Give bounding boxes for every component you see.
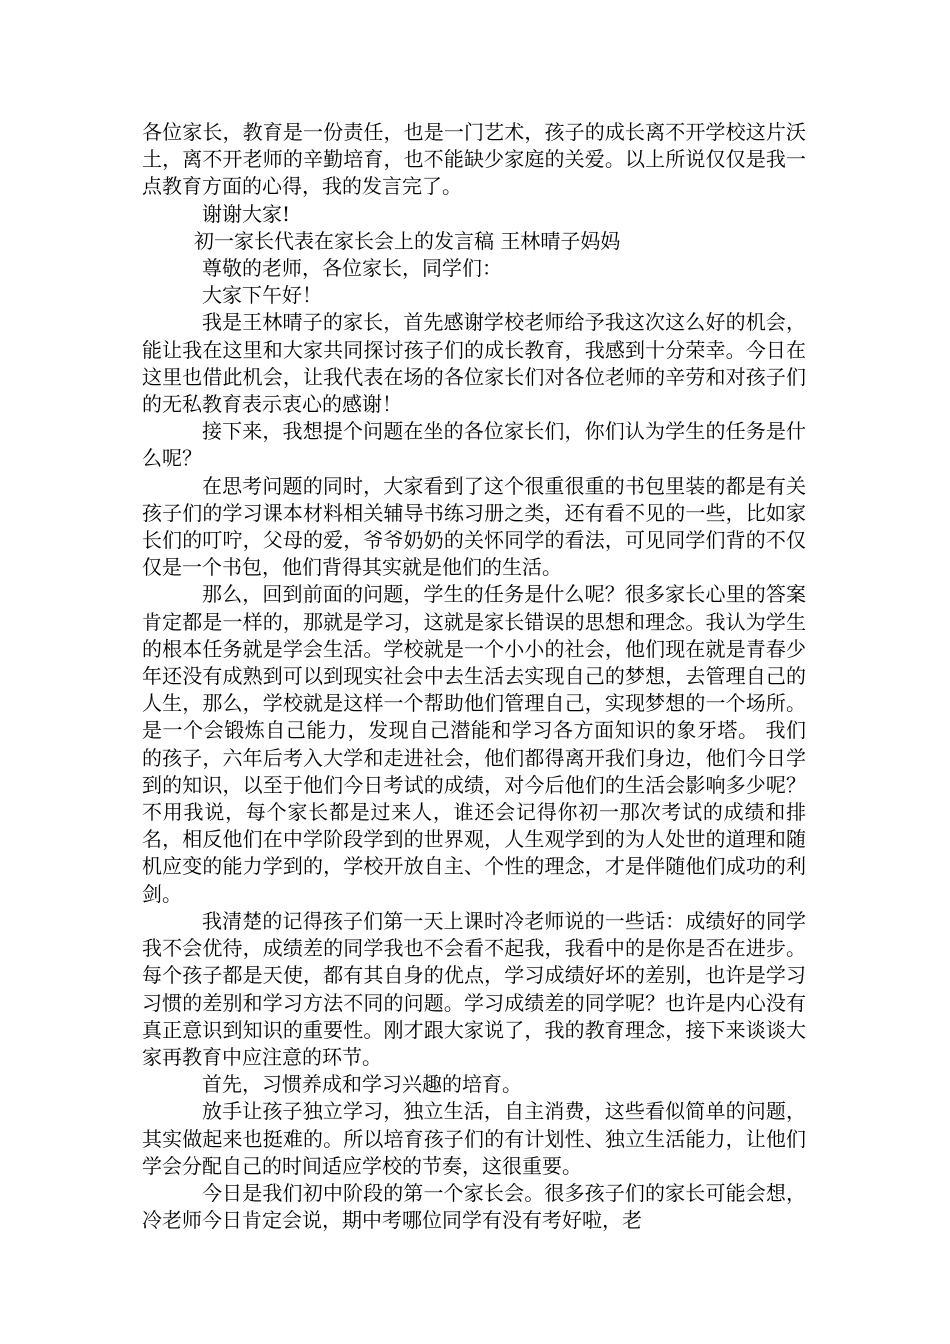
paragraph-first-meeting: 今日是我们初中阶段的第一个家长会。很多孩子们的家长可能会想，冷老师今日肯定会说，期中考哪位同学有没有考好啦，老 <box>142 1180 806 1233</box>
paragraph-closing-remarks: 各位家长，教育是一份责任，也是一门艺术，孩子的成长离不开学校这片沃土，离不开老师的辛勤培育，也不能缺少家庭的关爱。以上所说仅仅是我一点教育方面的心得，我的发言完了。 <box>142 120 806 199</box>
paragraph-salutation: 尊敬的老师，各位家长，同学们： <box>202 256 502 281</box>
paragraph-teacher-words: 我清楚的记得孩子们第一天上课时冷老师说的一些话：成绩好的同学我不会优待，成绩差的同学我也不会看不起我，我看中的是你是否在进步。每个孩子都是天使，都有其自身的优点，学习成绩好坏的差别，也许是学习习惯的差别和学习方法不同的问题。学习成绩差的同学呢？也许是内心没有真正意识到知识的重要性。刚才跟大家说了，我的教育理念，接下来谈谈大家再教育中应注意的环节。 <box>142 908 806 1069</box>
paragraph-student-task: 那么，回到前面的问题，学生的任务是什么呢？很多家长心里的答案肯定都是一样的，那就是学习，这就是家长错误的思想和理念。我认为学生的根本任务就是学会生活。学校就是一个小小的社会，他们现在就是青春少年还没有成熟到可以到现实社会中去生活去实现自己的梦想，去管理自己的人生，那么，学校就是这样一个帮助他们管理自己，实现梦想的一个场所。是一个会锻炼自己能力，发现自己潜能和学习各方面知识的象牙塔。 我们的孩子，六年后考入大学和走进社会，他们都得离开我们身边，他们今日学到的知识，以至于他们今日考试的成绩，对今后他们的生活会影响多少呢？不用我说，每个家长都是过来人，谁还会记得你初一那次考试的成绩和排名，相反他们在中学阶段学到的世界观，人生观学到的为人处世的道理和随机应变的能力学到的，学校开放自主、个性的理念，才是伴随他们成功的利剑。 <box>142 582 806 906</box>
paragraph-independence: 放手让孩子独立学习，独立生活，自主消费，这些看似简单的问题，其实做起来也挺难的。所以培育孩子们的有计划性、独立生活能力，让他们学会分配自己的时间适应学校的节奏，这很重要。 <box>142 1099 806 1178</box>
speech-title: 初一家长代表在家长会上的发言稿 王林晴子妈妈 <box>194 228 621 253</box>
paragraph-thanks: 谢谢大家! <box>202 201 291 226</box>
paragraph-question: 接下来，我想提个问题在坐的各位家长们，你们认为学生的任务是什么呢？ <box>142 419 806 471</box>
paragraph-greeting: 大家下午好！ <box>202 283 322 308</box>
paragraph-schoolbag: 在思考问题的同时，大家看到了这个很重很重的书包里装的都是有关孩子们的学习课本材料相关辅导书练习册之类，还有看不见的一些，比如家长们的叮咛，父母的爱，爷爷奶奶的关怀同学的看法，可见同学们背的不仅仅是一个书包，他们背得其实就是他们的生活。 <box>142 473 806 580</box>
paragraph-introduction: 我是王林晴子的家长，首先感谢学校老师给予我这次这么好的机会，能让我在这里和大家共同探讨孩子们的成长教育，我感到十分荣幸。今日在这里也借此机会，让我代表在场的各位家长们对各位老师的辛劳和对孩子们的无私教育表示衷心的感谢！ <box>142 310 806 417</box>
paragraph-habits-heading: 首先，习惯养成和学习兴趣的培育。 <box>202 1072 522 1097</box>
document-page <box>142 119 806 1234</box>
